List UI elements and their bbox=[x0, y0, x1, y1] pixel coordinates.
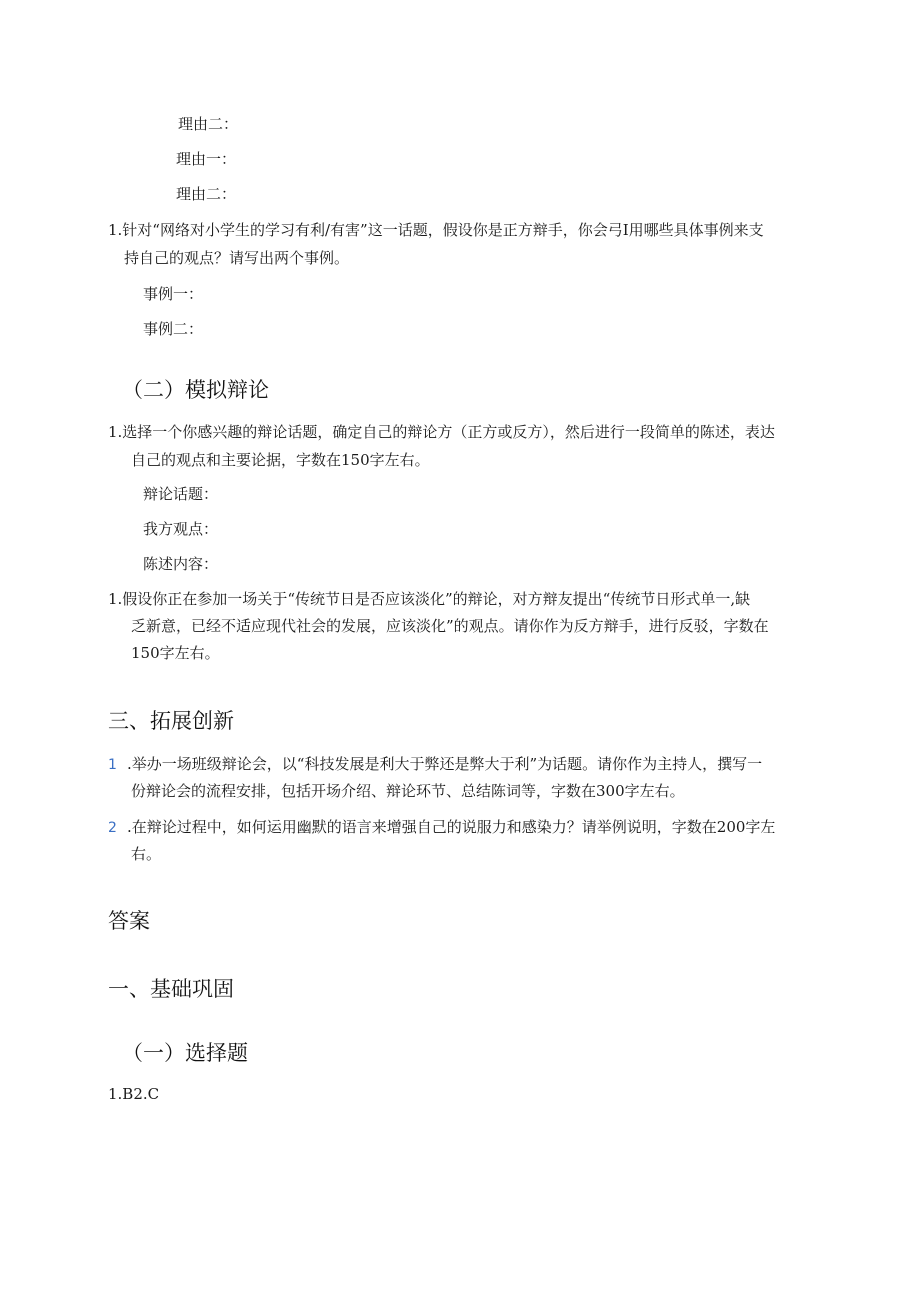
answer-blank-label: 我方观点： bbox=[143, 520, 219, 538]
section-heading: 一、基础巩固 bbox=[108, 977, 234, 1001]
list-item-line: .在辩论过程中，如何运用幽默的语言来增强自己的说服力和感染力？请举例说明，字数在200字左 bbox=[127, 818, 776, 836]
reason-label: 理由二： bbox=[176, 185, 237, 203]
section-heading: 三、拓展创新 bbox=[108, 709, 234, 733]
reason-label: 理由二： bbox=[178, 115, 239, 133]
list-item-line: 份辩论会的流程安排，包括开场介绍、辩论环节、总结陈词等，字数在300字左右。 bbox=[131, 782, 685, 800]
question-line: 1.假设你正在参加一场关于“传统节日是否应该淡化”的辩论，对方辩友提出“传统节日形式单一,缺 bbox=[108, 590, 751, 608]
list-number: 2 bbox=[108, 820, 117, 836]
section-heading: （二）模拟辩论 bbox=[122, 378, 269, 402]
list-item-number bbox=[108, 813, 117, 842]
reason-label: 理由一： bbox=[176, 150, 237, 168]
answer-blank-label: 事例二： bbox=[143, 320, 204, 338]
question-line: 1.选择一个你感兴趣的辩论话题，确定自己的辩论方（正方或反方），然后进行一段简单的陈述，表达 bbox=[108, 423, 775, 441]
answer-blank-label: 事例一： bbox=[143, 285, 204, 303]
subsection-heading: （一）选择题 bbox=[122, 1041, 248, 1065]
list-number: 1 bbox=[108, 757, 117, 773]
question-line: 持自己的观点？请写出两个事例。 bbox=[124, 249, 350, 267]
question-line: 150字左右。 bbox=[131, 644, 220, 662]
answer-blank-label: 辩论话题： bbox=[143, 485, 219, 503]
list-item-line: 右。 bbox=[131, 845, 162, 863]
answer-blank-label: 陈述内容： bbox=[143, 555, 219, 573]
answer-line: 1.B2.C bbox=[108, 1085, 160, 1103]
list-item-number bbox=[108, 750, 117, 779]
question-line: 乏新意，已经不适应现代社会的发展，应该淡化”的观点。请你作为反方辩手，进行反驳，字数在 bbox=[131, 617, 769, 635]
question-line: 1.针对“网络对小学生的学习有利/有害”这一话题，假设你是正方辩手，你会弓I用哪些具体事例来支 bbox=[108, 221, 764, 239]
question-line: 自己的观点和主要论据，字数在150字左右。 bbox=[131, 451, 430, 469]
list-item-line: .举办一场班级辩论会，以“科技发展是利大于弊还是弊大于利”为话题。请你作为主持人，撰写一 bbox=[127, 755, 763, 773]
answers-heading: 答案 bbox=[108, 909, 150, 933]
